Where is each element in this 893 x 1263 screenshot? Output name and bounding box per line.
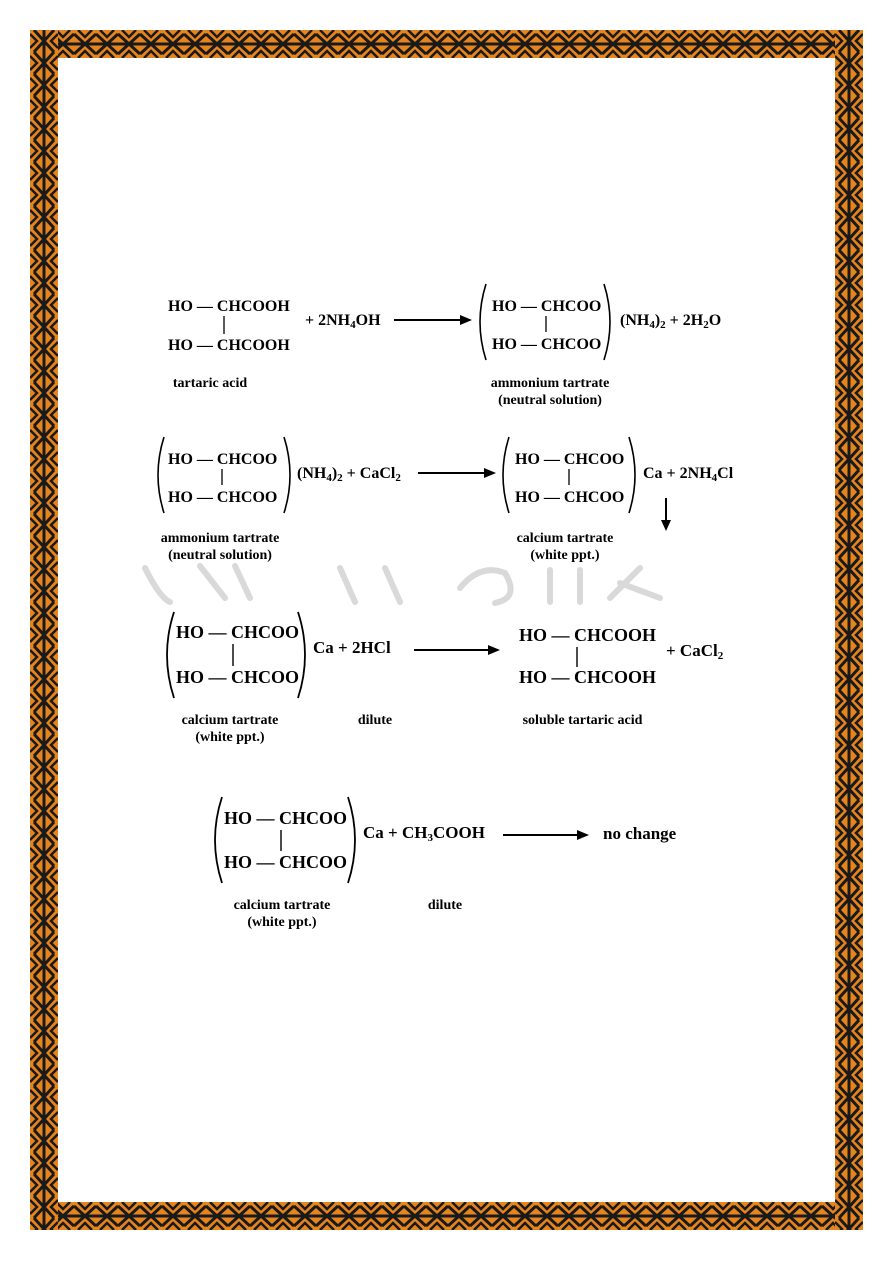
product-structure [497, 435, 647, 515]
border-right [835, 30, 863, 1230]
reactant-structure [152, 435, 302, 515]
caption-product: soluble tartaric acid [522, 713, 643, 728]
svg-text:HO — CHCOO: HO — CHCOO [168, 489, 278, 506]
svg-text:HO — CHCOO: HO — CHCOO [515, 489, 625, 506]
product-suffix: $Ca + 2NH_4Cl$ [643, 465, 734, 484]
reactant-structure [160, 290, 310, 360]
reaction-arrow [414, 642, 504, 658]
svg-text:HO — CHCOO: HO — CHCOO [224, 808, 348, 828]
reactant-structure [208, 795, 368, 885]
border-left [30, 30, 58, 1230]
caption-condition: dilute [427, 898, 463, 913]
product-structure [515, 615, 675, 695]
caption-condition: dilute [357, 713, 393, 728]
reagent: + $2NH_4OH$ [305, 312, 381, 331]
caption-reactant: tartaric acid [172, 376, 248, 391]
reagent: $(NH_4)_2$ + CaCl$_2$ [297, 465, 401, 484]
caption-reactant: calcium tartrate (white ppt.) [233, 898, 331, 930]
border-bottom [30, 1202, 863, 1230]
caption-product: ammonium tartrate (neutral solution) [490, 376, 610, 408]
svg-text:HO — CHCOOH: HO — CHCOOH [168, 298, 290, 315]
svg-text:HO — CHCOOH: HO — CHCOOH [519, 625, 657, 645]
reaction-arrow [418, 465, 498, 481]
svg-text:HO — CHCOO: HO — CHCOO [492, 298, 602, 315]
svg-text:HO — CHCOO: HO — CHCOO [492, 336, 602, 353]
svg-text:HO — CHCOO: HO — CHCOO [176, 667, 300, 687]
svg-text:HO — CHCOO: HO — CHCOO [515, 451, 625, 468]
caption-reactant: ammonium tartrate (neutral solution) [160, 531, 280, 563]
reaction-arrow [503, 827, 593, 843]
caption-reactant: calcium tartrate (white ppt.) [181, 713, 279, 745]
product-suffix: $(NH_4)_2 + 2H_2O$ [620, 312, 722, 331]
caption-product: calcium tartrate (white ppt.) [516, 531, 614, 563]
precipitate-arrow [658, 498, 674, 532]
svg-text:HO — CHCOOH: HO — CHCOOH [519, 667, 657, 687]
product-structure [474, 282, 624, 362]
svg-text:HO — CHCOOH: HO — CHCOOH [168, 337, 290, 354]
product-text: no change [603, 824, 677, 843]
watermark [140, 558, 720, 608]
border-top [30, 30, 863, 58]
reaction-arrow [394, 312, 474, 328]
svg-text:HO — CHCOO: HO — CHCOO [168, 451, 278, 468]
reagent: $Ca + CH_3COOH$ [363, 823, 485, 844]
product-suffix: + CaCl$_2$ [666, 641, 724, 662]
reactant-structure [160, 610, 310, 700]
svg-text:HO — CHCOO: HO — CHCOO [176, 622, 300, 642]
reagent: Ca + 2HCl [313, 638, 391, 657]
svg-text:HO — CHCOO: HO — CHCOO [224, 852, 348, 872]
